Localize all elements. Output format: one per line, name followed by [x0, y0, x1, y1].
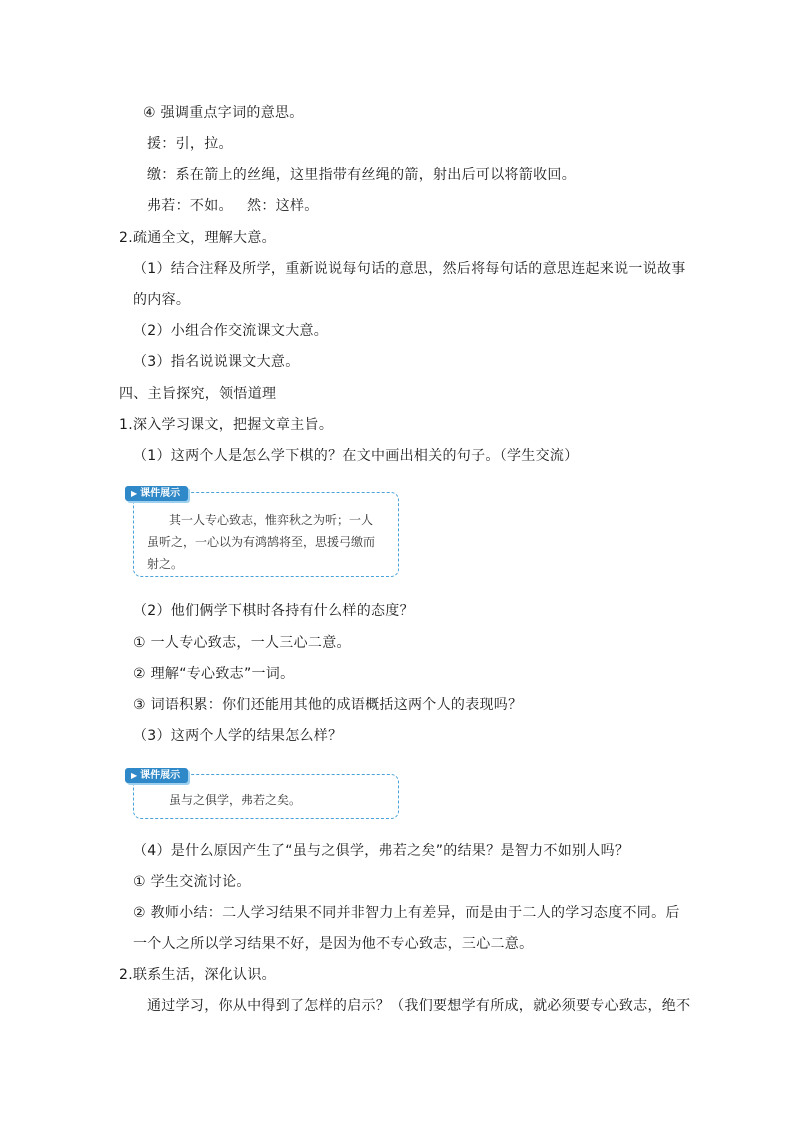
item-1-continued: 的内容。 [133, 292, 191, 308]
section-2-heading: 2.疏通全文，理解大意。 [119, 230, 276, 246]
item-3-text: （3）指名说说课文大意。 [133, 354, 300, 370]
reflection-question: 通过学习，你从中得到了怎样的启示？（我们要想学有所成，就必须要专心致志，绝不 [147, 998, 691, 1014]
teacher-summary: ② 教师小结：二人学习结果不同并非智力上有差异，而是由于二人的学习态度不同。后 [133, 905, 680, 921]
question-4-text: （4）是什么原因产生了“虽与之俱学，弗若之矣”的结果？是智力不如别人吗？ [133, 843, 630, 859]
subsection-1-heading: 1.深入学习课文，把握文章主旨。 [119, 417, 334, 433]
play-triangle-icon: ▶ [131, 489, 138, 498]
courseware-box-2 [131, 770, 399, 819]
subsection-2-heading: 2.联系生活，深化认识。 [119, 967, 276, 983]
play-triangle-icon: ▶ [131, 771, 138, 780]
question-2-text: （2）他们俩学下棋时各持有什么样的态度？ [133, 603, 414, 619]
definition-furuo-ran: 弗若：不如。 然：这样。 [147, 198, 319, 214]
courseware-tag: ▶ 课件展示 [125, 768, 188, 783]
courseware-tag: ▶ 课件展示 [125, 486, 188, 501]
answer-point-1: ① 一人专心致志，一人三心二意。 [133, 635, 351, 651]
quote-line-3: 射之。 [147, 557, 184, 571]
step-emphasize-key-words: ④ 强调重点字词的意思。 [143, 105, 304, 121]
answer-point-2: ② 理解“专心致志”一词。 [133, 666, 295, 682]
question-1-text: （1）这两个人是怎么学下棋的？在文中画出相关的句子。（学生交流） [133, 448, 579, 464]
quote-line-1: 虽与之俱学，弗若之矣。 [169, 793, 302, 807]
item-1-text: （1）结合注释及所学，重新说说每句话的意思，然后将每句话的意思连起来说一说故事 [133, 261, 686, 277]
answer-point-3: ③ 词语积累：你们还能用其他的成语概括这两个人的表现吗？ [133, 697, 523, 713]
teacher-summary-continued: 一个人之所以学习结果不好，是因为他不专心致志，三心二意。 [133, 936, 534, 952]
answer-discussion: ① 学生交流讨论。 [133, 874, 251, 890]
courseware-box-1 [131, 488, 399, 577]
section-4-heading: 四、主旨探究，领悟道理 [119, 386, 277, 402]
definition-yuan: 援：引，拉。 [147, 136, 233, 152]
question-3-text: （3）这两个人学的结果怎么样？ [133, 728, 343, 744]
quote-line-1: 其一人专心致志，惟弈秋之为听；一人 [169, 513, 374, 527]
item-2-text: （2）小组合作交流课文大意。 [133, 323, 329, 339]
quote-line-2: 虽听之，一心以为有鸿鹄将至，思援弓缴而 [147, 535, 376, 549]
definition-zhuo: 缴：系在箭上的丝绳，这里指带有丝绳的箭，射出后可以将箭收回。 [147, 167, 576, 183]
